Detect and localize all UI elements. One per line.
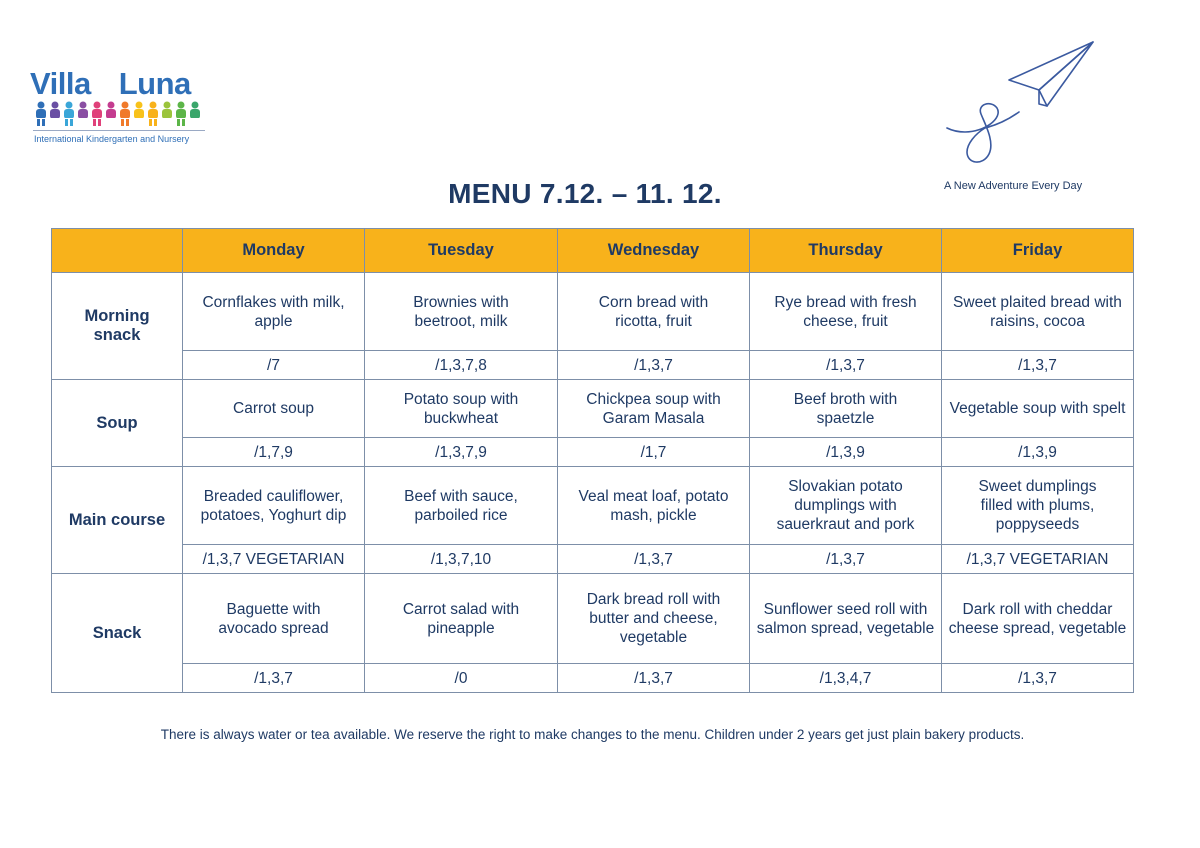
meal-cell: Dark bread roll with butter and cheese, vegetable <box>558 574 750 664</box>
header-monday: Monday <box>183 229 365 273</box>
allergen-cell: /1,3,4,7 <box>750 664 942 693</box>
table-row <box>52 545 1134 574</box>
allergen-cell: /1,3,7,10 <box>365 545 558 574</box>
meal-cell: Brownies with beetroot, milk <box>365 273 558 351</box>
table-row <box>52 438 1134 467</box>
meal-cell: Carrot salad with pineapple <box>365 574 558 664</box>
table-row <box>52 664 1134 693</box>
allergen-cell: /1,3,7 <box>558 545 750 574</box>
meal-cell: Baguette with avocado spread <box>183 574 365 664</box>
allergen-cell: /1,3,7 <box>558 351 750 380</box>
menu-table <box>51 228 1134 693</box>
meal-cell: Slovakian potato dumplings with sauerkraut and pork <box>750 467 942 545</box>
logo-name-villa: Villa <box>30 66 91 101</box>
brand-tagline: A New Adventure Every Day <box>944 180 1083 192</box>
meal-cell: Dark roll with cheddar cheese spread, vegetable <box>942 574 1134 664</box>
table-row <box>52 273 1134 351</box>
header-wednesday: Wednesday <box>558 229 750 273</box>
allergen-cell: /1,3,7 VEGETARIAN <box>183 545 365 574</box>
table-row <box>52 574 1134 664</box>
allergen-cell: /1,3,7 <box>750 545 942 574</box>
meal-cell: Beef broth with spaetzle <box>750 380 942 438</box>
category-morning-snack: Morning snack <box>52 273 183 380</box>
allergen-cell: /1,3,7 <box>942 664 1134 693</box>
footer-note: There is always water or tea available. We reserve the right to make changes to the menu. Children under 2 years get just plain bakery products. <box>160 727 1025 742</box>
allergen-cell: /1,3,7,9 <box>365 438 558 467</box>
allergen-cell: /1,3,7,8 <box>365 351 558 380</box>
villa-luna-logo <box>30 52 210 152</box>
allergen-cell: /7 <box>183 351 365 380</box>
header-thursday: Thursday <box>750 229 942 273</box>
allergen-cell: /1,3,9 <box>750 438 942 467</box>
meal-cell: Veal meat loaf, potato mash, pickle <box>558 467 750 545</box>
allergen-cell: /1,3,7 <box>942 351 1134 380</box>
table-row <box>52 467 1134 545</box>
meal-cell: Carrot soup <box>183 380 365 438</box>
logo-subtitle: International Kindergarten and Nursery <box>34 134 190 144</box>
allergen-cell: /1,7,9 <box>183 438 365 467</box>
meal-cell: Corn bread with ricotta, fruit <box>558 273 750 351</box>
table-row <box>52 380 1134 438</box>
allergen-cell: /1,3,9 <box>942 438 1134 467</box>
meal-cell: Cornflakes with milk, apple <box>183 273 365 351</box>
meal-cell: Sunflower seed roll with salmon spread, vegetable <box>750 574 942 664</box>
meal-cell: Sweet dumplings filled with plums, poppyseeds <box>942 467 1134 545</box>
header-empty-cell <box>52 229 183 273</box>
meal-cell: Beef with sauce, parboiled rice <box>365 467 558 545</box>
allergen-cell: /1,3,7 <box>558 664 750 693</box>
table-row <box>52 351 1134 380</box>
meal-cell: Breaded cauliflower, potatoes, Yoghurt dip <box>183 467 365 545</box>
allergen-cell: /1,3,7 <box>750 351 942 380</box>
category-main-course: Main course <box>52 467 183 574</box>
meal-cell: Potato soup with buckwheat <box>365 380 558 438</box>
category-snack: Snack <box>52 574 183 693</box>
allergen-cell: /1,7 <box>558 438 750 467</box>
allergen-cell: /0 <box>365 664 558 693</box>
logo-divider <box>33 130 205 131</box>
children-row-icon <box>33 100 205 128</box>
allergen-cell: /1,3,7 VEGETARIAN <box>942 545 1134 574</box>
meal-cell: Vegetable soup with spelt <box>942 380 1134 438</box>
logo-name-luna: Luna <box>118 66 191 101</box>
paper-plane-icon <box>945 40 1100 170</box>
meal-cell: Chickpea soup with Garam Masala <box>558 380 750 438</box>
page-title: MENU 7.12. – 11. 12. <box>448 178 722 209</box>
meal-cell: Sweet plaited bread with raisins, cocoa <box>942 273 1134 351</box>
category-soup: Soup <box>52 380 183 467</box>
allergen-cell: /1,3,7 <box>183 664 365 693</box>
header-tuesday: Tuesday <box>365 229 558 273</box>
logo-wordmark <box>30 66 191 102</box>
header-friday: Friday <box>942 229 1134 273</box>
table-header-row <box>52 229 1134 273</box>
meal-cell: Rye bread with fresh cheese, fruit <box>750 273 942 351</box>
